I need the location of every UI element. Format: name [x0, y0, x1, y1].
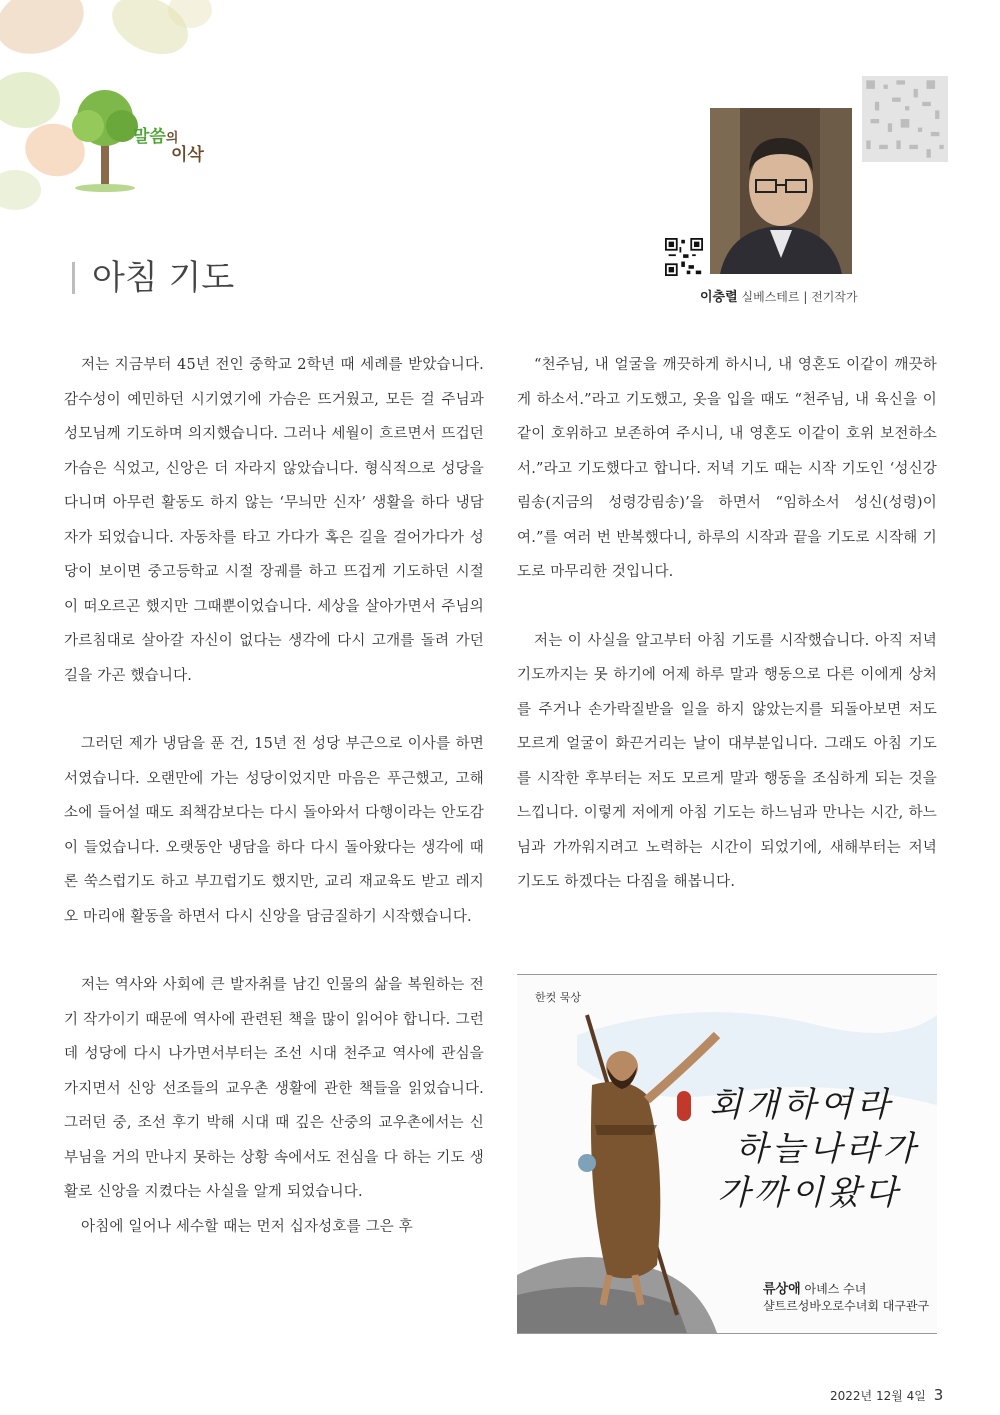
calligraphy-text — [709, 1083, 919, 1215]
illustration-label: 한컷 묵상 — [535, 991, 582, 1004]
title-bar-divider — [72, 262, 75, 294]
illustration-credit — [763, 1281, 929, 1315]
paragraph-1: 저는 지금부터 45년 전인 중학교 2학년 때 세례를 받았습니다. 감수성이 예민하던 시기였기에 가슴은 뜨거웠고, 모든 걸 주님과 성모님께 기도하며 의지했습니다. 그러나 세월이 흐르면서 뜨겁던 가슴은 식었고, 신앙은 더 자라지 않았습니다. 형식적으로 성당을 다니며 아무런 활동도 하지 않는 ‘무늬만 신자’ 생활을 하다 냉담자가 되었습니다. 자동차를 타고 가다가 혹은 길을 걸어가다가 성당이 보이면 중고등학교 시절 장궤를 하고 뜨겁게 기도하던 시절이 떠오르곤 했지만 그때뿐이었습니다. 세상을 살아가면서 주님의 가르침대로 살아갈 자신이 없다는 생각에 다시 고개를 돌려 가던 길을 가곤 했습니다. — [64, 357, 484, 684]
logo-line2: 이삭 — [171, 145, 204, 165]
pattern-qr-icon — [862, 76, 948, 162]
right-column — [517, 348, 937, 900]
article-title: 아침 기도 — [92, 258, 235, 298]
page-number: 3 — [933, 1386, 944, 1404]
qr-code-icon[interactable] — [665, 238, 703, 276]
calligraphy-line-2: 하늘나라가 — [735, 1129, 920, 1169]
meditation-illustration — [517, 974, 937, 1334]
author-photo — [710, 108, 852, 274]
artist-org: 샬트르성바오로수녀회 대구관구 — [763, 1299, 930, 1313]
artist-name: 류상애 — [763, 1282, 801, 1297]
paragraph-3: 저는 역사와 사회에 큰 발자취를 남긴 인물의 삶을 복원하는 전기 작가이기 때문에 역사에 관련된 책을 많이 읽어야 합니다. 그런데 성당에 다시 나가면서부터는 조선 시대 천주교 역사에 관심을 가지면서 신앙 선조들의 교우촌 생활에 관한 책들을 읽었습니다. 그러던 중, 조선 후기 박해 시대 때 깊은 산중의 교우촌에서는 신부님을 거의 만나지 못하는 상황 속에서도 전심을 다 하는 기도 생활로 신앙을 지켰다는 사실을 알게 되었습니다. — [64, 977, 484, 1200]
left-column — [64, 348, 484, 1244]
logo-line1: 말씀 — [133, 127, 166, 147]
section-logo — [133, 128, 204, 164]
paragraph-6: 저는 이 사실을 알고부터 아침 기도를 시작했습니다. 아직 저녁 기도까지는 못 하기에 어제 하루 말과 행동으로 다른 이에게 상처를 주거나 손가락질받을 일을 하지 않았는지를 되돌아보면 저도 모르게 얼굴이 화끈거리는 날이 대부분입니다. 그래도 아침 기도를 시작한 후부터는 저도 모르게 말과 행동을 조심하게 되는 것을 느낍니다. 이렇게 저에게 아침 기도는 하느님과 만나는 시간, 하느님과 가까워지려고 노력하는 시간이 되었기에, 새해부터는 저녁 기도도 하겠다는 다짐을 해봅니다. — [517, 632, 937, 890]
calligraphy-line-3: 가까이왔다 — [717, 1173, 902, 1213]
author-name: 이충렬 — [700, 290, 738, 305]
author-role: 전기작가 — [811, 290, 858, 304]
issue-date: 2022년 12월 4일 — [830, 1389, 926, 1403]
author-byline — [700, 286, 858, 305]
logo-line1-suffix: 의 — [165, 131, 179, 146]
paragraph-5: “천주님, 내 얼굴을 깨끗하게 하시니, 내 영혼도 이같이 깨끗하게 하소서.”라고 기도했고, 옷을 입을 때도 “천주님, 내 육신을 이같이 호위하고 보존하여 주시니, 내 영혼도 이같이 호위 보전하소서.”라고 기도했다고 합니다. 저녁 기도 때는 시작 기도인 ‘성신강림송(지금의 성령강림송)’을 하면서 “임하소서 성신(성령)이여.”를 여러 번 반복했다니, 하루의 시작과 끝을 기도로 시작해 기도로 마무리한 것입니다. — [517, 357, 937, 580]
paragraph-4: 아침에 일어나 세수할 때는 먼저 십자성호를 그은 후 — [81, 1218, 414, 1235]
author-baptismal-name: 실베스테르 — [741, 290, 800, 304]
red-seal-stamp — [677, 1091, 691, 1121]
author-separator: | — [803, 290, 808, 304]
tree-logo-icon — [70, 88, 140, 193]
paragraph-2: 그러던 제가 냉담을 푼 건, 15년 전 성당 부근으로 이사를 하면서였습니다. 오랜만에 가는 성당이었지만 마음은 푸근했고, 고해소에 들어설 때도 죄책감보다는 다시 돌아와서 다행이라는 안도감이 들었습니다. 오랫동안 냉담을 하다 다시 돌아왔다는 생각에 때론 쑥스럽기도 하고 부끄럽기도 했지만, 교리 재교육도 받고 레지오 마리애 활동을 하면서 다시 신앙을 담금질하기 시작했습니다. — [64, 736, 484, 925]
page-footer — [830, 1386, 943, 1404]
artist-title: 아녜스 수녀 — [804, 1282, 867, 1296]
calligraphy-line-1: 회개하여라 — [709, 1085, 894, 1125]
